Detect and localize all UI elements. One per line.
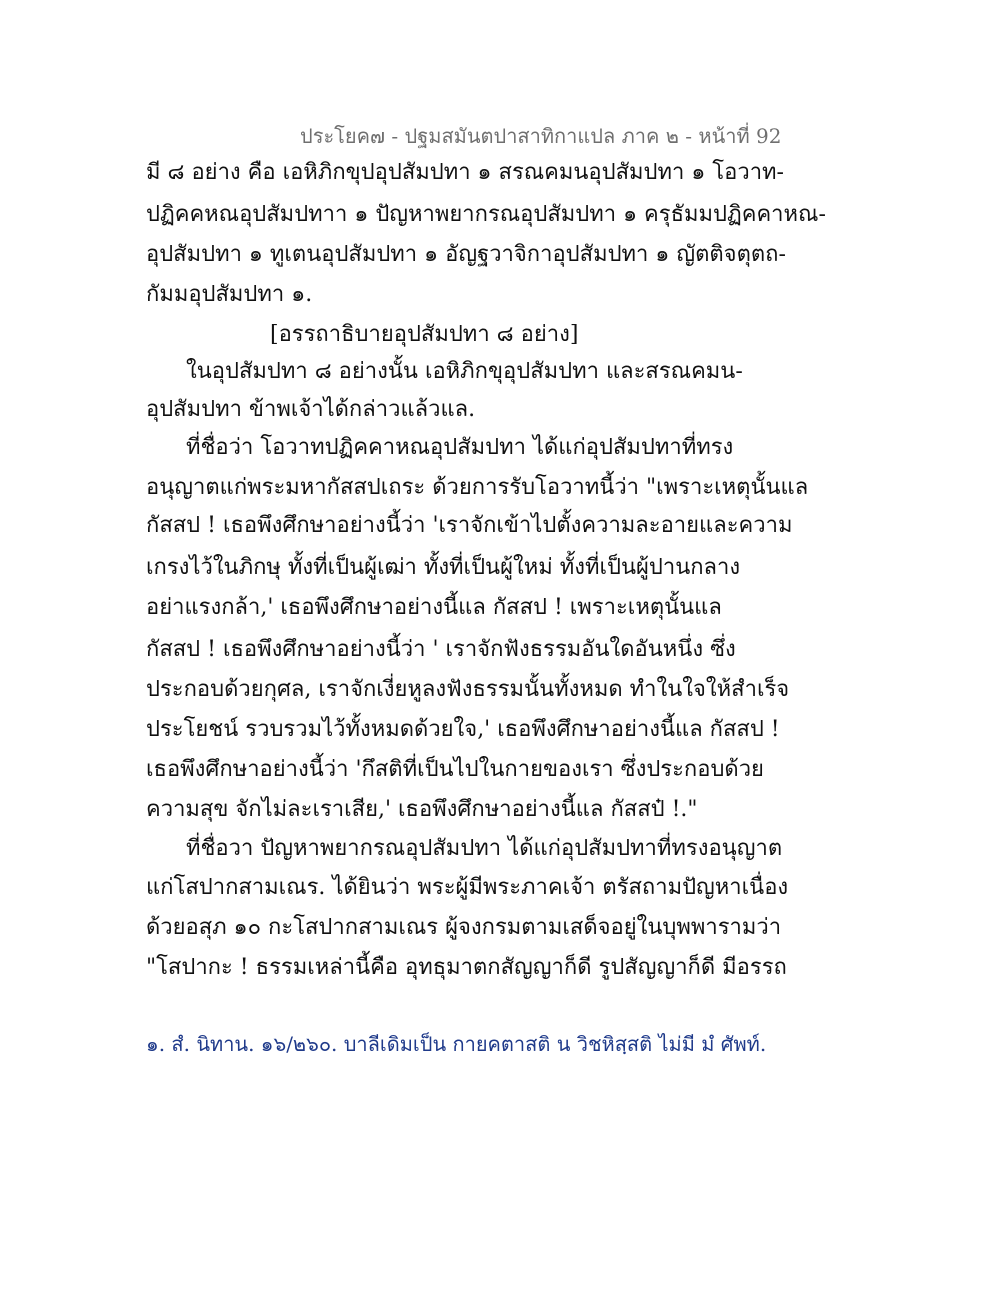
text-line: ปฏิคคหณอุปสัมปทาา ๑ ปัญหาพยากรณอุปสัมปทา ๑ ครุธัมมปฏิคคาหณ- <box>146 202 826 227</box>
text-line: มี ๘ อย่าง คือ เอหิภิกขุปอุปสัมปทา ๑ สรณคมนอุปสัมปทา ๑ โอวาท- <box>146 160 784 185</box>
text-line: แก่โสปากสามเณร. ได้ยินว่า พระผู้มีพระภาคเจ้า ตรัสถามปัญหาเนื่อง <box>146 875 789 900</box>
section-heading: [อรรถาธิบายอุปสัมปทา ๘ อย่าง] <box>270 322 579 347</box>
text-line: ประกอบด้วยกุศล, เราจักเงี่ยหูลงฟังธรรมนั้นทั้งหมด ทำในใจให้สำเร็จ <box>146 677 790 702</box>
text-line: กัสสป ! เธอพึงศึกษาอย่างนี้ว่า 'เราจักเข้าไปตั้งความละอายและความ <box>146 513 793 538</box>
text-line: เธอพึงศึกษาอย่างนี้ว่า 'กึสติที่เป็นไปในกายของเรา ซึ่งประกอบด้วย <box>146 757 764 782</box>
text-line: ประโยชน์ รวบรวมไว้ทั้งหมดด้วยใจ,' เธอพึงศึกษาอย่างนี้แล กัสสป ! <box>146 717 780 742</box>
footnote: ๑. สํ. นิทาน. ๑๖/๒๖๐. บาลีเดิมเป็น กายคตาสติ น วิชหิสฺสติ ไม่มี มํ ศัพท์. <box>146 1032 767 1056</box>
text-line: ความสุข จักไม่ละเราเสีย,' เธอพึงศึกษาอย่างนี้แล กัสสป๋ !." <box>146 797 698 822</box>
text-line: อุปสัมปทา ๑ ทูเตนอุปสัมปทา ๑ อัญฐวาจิกาอุปสัมปทา ๑ ญัตติจตุตถ- <box>146 242 786 267</box>
text-line: อุปสัมปทา ข้าพเจ้าได้กล่าวแล้วแล. <box>146 397 476 422</box>
text-line: กัมมอุปสัมปทา ๑. <box>146 282 313 307</box>
page-header: ประโยค๗ - ปฐมสมันตปาสาทิกาแปล ภาค ๒ - หน้าที่ 92 <box>300 124 782 148</box>
text-line: "โสปากะ ! ธรรมเหล่านี้คือ อุทธุมาตกสัญญาก็ดี รูปสัญญาก็ดี มีอรรถ <box>146 955 787 980</box>
text-line: เกรงไว้ในภิกษุ ทั้งที่เป็นผู้เฒ่า ทั้งที่เป็นผู้ใหม่ ทั้งที่เป็นผู้ปานกลาง <box>146 555 741 580</box>
text-line: ด้วยอสุภ ๑๐ กะโสปากสามเณร ผู้จงกรมตามเสด็จอยู่ในบุพพารามว่า <box>146 915 782 940</box>
text-line: ในอุปสัมปทา ๘ อย่างนั้น เอหิภิกขุอุปสัมปทา และสรณคมน- <box>186 359 743 384</box>
text-line: กัสสป ! เธอพึงศึกษาอย่างนี้ว่า ' เราจักฟังธรรมอันใดอันหนึ่ง ซึ่ง <box>146 637 736 662</box>
text-line: อย่าแรงกล้า,' เธอพึงศึกษาอย่างนี้แล กัสสป ! เพราะเหตุนั้นแล <box>146 595 722 620</box>
text-line: ที่ชื่อว่า โอวาทปฏิคคาหณอุปสัมปทา ได้แก่อุปสัมปทาที่ทรง <box>186 435 734 460</box>
text-line: ที่ชื่อวา ปัญหาพยากรณอุปสัมปทา ได้แก่อุปสัมปทาที่ทรงอนุญาต <box>186 836 783 861</box>
text-line: อนุญาตแก่พระมหากัสสปเถระ ด้วยการรับโอวาทนี้ว่า "เพราะเหตุนั้นแล <box>146 475 809 500</box>
